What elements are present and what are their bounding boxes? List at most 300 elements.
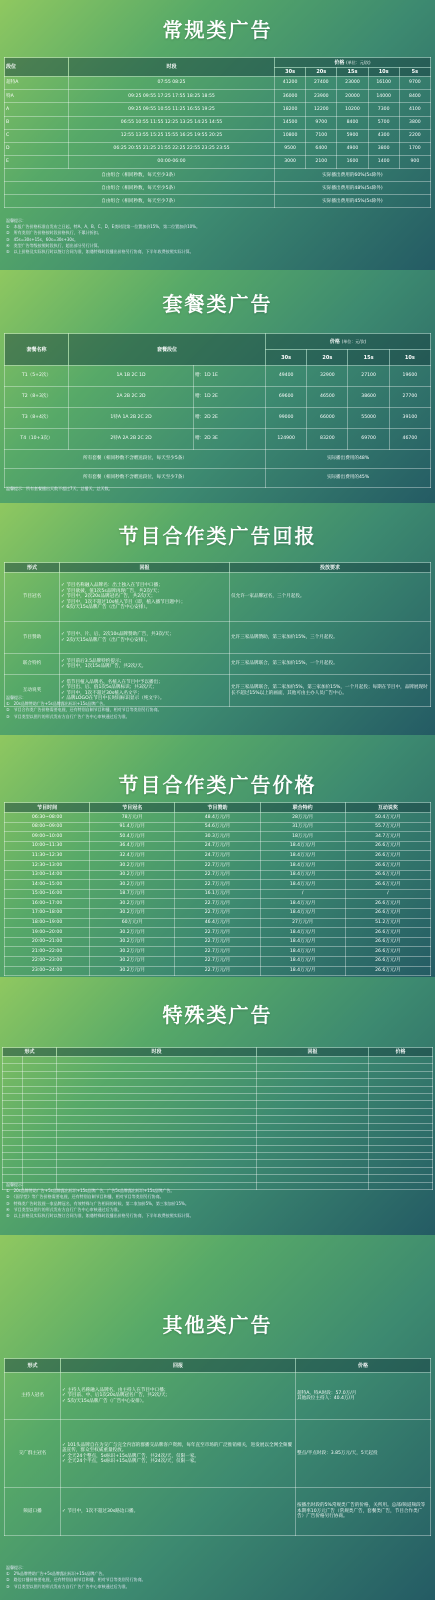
price-cell: 22.7万元/月 (175, 860, 260, 870)
cell (3, 1071, 23, 1078)
return-item: ✓ 全天24个半点，5s标识+15s品牌广告，共24次/天，仅限一家。 (62, 1459, 294, 1465)
note-line: 温馨提示：所有套餐播出天数不超过7天，总播天，总天数。 (6, 486, 113, 491)
price-cell: 18万元/月 (260, 832, 345, 842)
cell (23, 1108, 57, 1115)
package-bonus: 赠：2D 3E (194, 429, 266, 450)
note-line: ② 所有类别广告价格按时段价格执行，不累计折扣。 (6, 230, 102, 236)
cell (369, 1138, 433, 1145)
col-price: 价格 (单位：元/次) (266, 334, 431, 350)
cell (57, 1079, 257, 1086)
cell (257, 1079, 369, 1086)
table-row (3, 1101, 433, 1108)
note-line: ① 2%品牌赞助广告+5s品牌露出标识+15s品牌广告。 (6, 1571, 107, 1577)
time-cell: 22:00~23:00 (5, 956, 90, 966)
price-cell: 46.4万元/月 (175, 918, 260, 928)
cell (3, 1153, 23, 1160)
table-row (5, 573, 431, 622)
table-row (5, 956, 431, 966)
cell (3, 1130, 23, 1137)
price-cell: 54.6万元/月 (175, 822, 260, 832)
cell (23, 1167, 57, 1174)
table-row (3, 1079, 433, 1086)
price-cell: 18.4万元/月 (260, 880, 345, 890)
table-row (3, 1064, 433, 1071)
price-cell: / (345, 889, 430, 899)
table-row (3, 1160, 433, 1167)
tier-cell: D (5, 142, 69, 155)
cell (23, 1093, 57, 1100)
combo-discount: 实际播出费用的45% (266, 469, 431, 488)
section-program-prices (0, 735, 435, 977)
form-cell: 主持人冠名 (5, 1373, 61, 1420)
return-item: ✓ 节目欲披、值1次5s品牌再现广告，共2次/天； (61, 589, 228, 595)
combo-row (5, 169, 431, 182)
return-cell (61, 1420, 296, 1488)
price-cell: 30.2万元/月 (90, 937, 175, 947)
return-cell (60, 573, 230, 622)
combo-label: 自由组合（相同秒数，每天至少5条） (5, 182, 275, 195)
cell (3, 1116, 23, 1123)
cell (23, 1086, 57, 1093)
price-cell: 18200 (275, 103, 306, 116)
price-cell: 1600 (337, 156, 368, 169)
table-row (3, 1093, 433, 1100)
cell (57, 1123, 257, 1130)
price-cell: 2100 (306, 156, 337, 169)
price-cell: 3000 (275, 156, 306, 169)
price-cell: 3800 (368, 142, 399, 155)
slot-cell: 06:55 10:55 11:55 12:25 13:25 14:25 14:55 (69, 116, 275, 129)
price-cell: 30.2万元/月 (90, 899, 175, 909)
cell (23, 1123, 57, 1130)
notes (6, 218, 429, 255)
slot-cell: 00:00-06:00 (69, 156, 275, 169)
price-cell: 50.4万元/月 (345, 813, 430, 823)
price-cell: 38600 (348, 387, 389, 408)
price-cell: 整点/半点时段：3.85万元/天，5天起投 (296, 1420, 431, 1488)
price-cell: 30.2万元/月 (90, 860, 175, 870)
price-cell: 30.2万元/月 (90, 908, 175, 918)
cell (57, 1057, 257, 1064)
section-program-returns (0, 503, 435, 735)
time-cell: 17:00~18:00 (5, 908, 90, 918)
package-bonus: 赠：2D 2E (194, 408, 266, 429)
price-cell: 7100 (306, 129, 337, 142)
price-cell: 18.4万元/月 (260, 870, 345, 880)
tier-cell: C (5, 129, 69, 142)
cell (257, 1116, 369, 1123)
program-prices-table (4, 802, 431, 976)
price-cell: 23900 (306, 90, 337, 103)
note-line: ③ 45s=30s+15s，60s=30s+30s。 (6, 236, 79, 242)
time-cell: 12:30~13:00 (5, 860, 90, 870)
table-row (5, 880, 431, 890)
column-header: 投放要求 (230, 563, 431, 573)
price-cell: 18.4万元/月 (260, 947, 345, 957)
price-cell: 24.7万元/月 (175, 841, 260, 851)
cell (23, 1064, 57, 1071)
price-cell: 1400 (368, 156, 399, 169)
form-cell: 交广群主冠名 (5, 1420, 61, 1488)
price-cell: 22.7万元/月 (175, 937, 260, 947)
time-cell: 21:00~22:00 (5, 947, 90, 957)
cell (257, 1071, 369, 1078)
price-cell: 4300 (368, 129, 399, 142)
price-cell: 26.6万元/月 (345, 899, 430, 909)
price-cell: 26.6万元/月 (345, 956, 430, 966)
form-cell: 联合特约 (5, 654, 60, 675)
price-cell: 78万元/月 (90, 813, 175, 823)
price-cell: 22.7万元/月 (175, 966, 260, 976)
slot-cell: 12:55 13:55 15:25 15:55 16:25 19:55 20:25 (69, 129, 275, 142)
combo-discount: 实际播出费用的60%(5s除外) (275, 169, 431, 182)
combo-row (5, 182, 431, 195)
cell (369, 1064, 433, 1071)
col-price: 价格 (单位：元/次) (275, 58, 431, 68)
other-ads-table (4, 1358, 431, 1536)
price-cell: 7300 (368, 103, 399, 116)
package-name: T2（8+3次） (5, 387, 69, 408)
price-cell: 50.4万元/月 (90, 832, 175, 842)
price-cell: 超特A、特A时段：57.0万/月 其他段位主持人：40.4万/月 (296, 1373, 431, 1420)
return-cell (60, 654, 230, 675)
cell (23, 1138, 57, 1145)
cell (23, 1130, 57, 1137)
price-cell: 22.7万元/月 (175, 928, 260, 938)
form-cell: 频道口播 (5, 1488, 61, 1536)
cell (57, 1116, 257, 1123)
note-line: ② 《国学堂》等广告价格需要电视，还有特别自制节目和播，相对节目等类别另行协商。 (6, 1194, 164, 1200)
time-cell: 14:00~15:00 (5, 880, 90, 890)
price-cell: 34.7万元/月 (345, 832, 430, 842)
price-cell: 30.2万元/月 (90, 928, 175, 938)
table-row (5, 822, 431, 832)
cell (369, 1086, 433, 1093)
section-title: 其他类广告 (162, 1313, 273, 1337)
price-cell: 36.4万元/月 (90, 841, 175, 851)
notes (6, 486, 429, 492)
price-cell: 26.6万元/月 (345, 870, 430, 880)
table-row (3, 1116, 433, 1123)
combo-row (5, 469, 431, 488)
package-slots: 1A 1B 2C 1D (69, 366, 194, 387)
price-cell: 19600 (389, 366, 430, 387)
price-cell: 31万元/月 (260, 822, 345, 832)
cell (23, 1079, 57, 1086)
column-header: 节目赞助 (175, 803, 260, 813)
price-cell: 91.4万元/月 (90, 822, 175, 832)
price-cell: 18.4万元/月 (260, 851, 345, 861)
return-item: ✓ 5次/天15s品牌广告（广告中心安排）。 (62, 1399, 294, 1405)
price-cell: 24.7万元/月 (175, 851, 260, 861)
col-slot: 时段 (57, 1048, 257, 1057)
cell (3, 1064, 23, 1071)
price-cell: 8400 (337, 116, 368, 129)
price-cell: 900 (399, 156, 430, 169)
column-header: 价格 (296, 1359, 431, 1373)
requirement-cell: 允许三家品牌赞助，第三家加价15%，三个月起投。 (230, 622, 431, 654)
price-cell: 18.4万元/月 (260, 860, 345, 870)
table-row (5, 156, 431, 169)
col-package: 套餐名称 (5, 334, 69, 366)
tier-cell: A (5, 103, 69, 116)
table-row (3, 1167, 433, 1174)
return-item: ✓ 节目名称融入品牌名：出土独入在节目中口播； (61, 583, 228, 589)
table-row (5, 937, 431, 947)
cell (57, 1138, 257, 1145)
price-cell: 9700 (306, 116, 337, 129)
price-cell: 20000 (337, 90, 368, 103)
section-title: 节目合作类广告回报 (118, 524, 317, 548)
col-slot: 时段 (69, 58, 275, 77)
cell (3, 1145, 23, 1152)
table-row (5, 366, 431, 387)
cell (369, 1160, 433, 1167)
cell (23, 1153, 57, 1160)
col-form: 形式 (3, 1048, 57, 1057)
table-row (5, 1373, 431, 1420)
section-regular-ads (0, 0, 435, 270)
cell (57, 1153, 257, 1160)
price-cell: 30.2万元/月 (90, 966, 175, 976)
price-cell: 18.4万元/月 (260, 928, 345, 938)
price-cell: 55000 (348, 408, 389, 429)
price-cell: 66000 (307, 408, 348, 429)
time-cell: 11:30~12:30 (5, 851, 90, 861)
time-cell: 08:00~09:00 (5, 822, 90, 832)
cell (3, 1108, 23, 1115)
duration-header: 10s (368, 68, 399, 77)
price-cell: 16.1万元/月 (175, 889, 260, 899)
price-cell: 18.7万元/月 (90, 889, 175, 899)
note-line: ③ 节目类型以图片的形式发布方自行广告广告中心审核通过后为准。 (6, 713, 130, 719)
cell (57, 1064, 257, 1071)
form-cell: 节目赞助 (5, 622, 60, 654)
cell (3, 1101, 23, 1108)
cell (257, 1057, 369, 1064)
price-cell: 55.7万元/月 (345, 822, 430, 832)
time-cell: 15:00~16:00 (5, 889, 90, 899)
return-item: ✓ 2次/天15s品牌广告（出广告中心安排）。 (61, 638, 228, 644)
cell (257, 1086, 369, 1093)
cell (369, 1101, 433, 1108)
notes (6, 695, 429, 720)
cell (3, 1079, 23, 1086)
table-row (5, 103, 431, 116)
duration-header: 30s (266, 350, 307, 366)
duration-header: 20s (306, 68, 337, 77)
return-cell (60, 622, 230, 654)
duration-header: 5s (399, 68, 430, 77)
time-cell: 06:30~08:00 (5, 813, 90, 823)
column-header: 节目冠名 (90, 803, 175, 813)
package-bonus: 赠：1D 1E (194, 366, 266, 387)
requirement-cell: 允许三家品牌联合，第三家加价15%，一个月起投。 (230, 654, 431, 675)
price-cell: 18.4万元/月 (260, 899, 345, 909)
cell (369, 1057, 433, 1064)
table-row (5, 947, 431, 957)
price-cell: 14500 (275, 116, 306, 129)
form-cell: 节目冠名 (5, 573, 60, 622)
price-cell: 99000 (266, 408, 307, 429)
program-returns-table (4, 562, 431, 707)
cell (257, 1101, 369, 1108)
package-slots: 2A 2B 2C 2D (69, 387, 194, 408)
slot-cell: 09:25 09:55 10:55 11:25 16:55 19:25 (69, 103, 275, 116)
table-row (5, 1420, 431, 1488)
table-row (5, 851, 431, 861)
price-cell: / (260, 889, 345, 899)
cell (23, 1116, 57, 1123)
column-header: 形式 (5, 563, 60, 573)
return-item: ✓ 节目中，1次15s品牌广告，共2次/天。 (61, 664, 228, 670)
table-row (5, 387, 431, 408)
price-cell: 5900 (337, 129, 368, 142)
form-cell: 互动说奖 (5, 675, 60, 707)
requirement-cell: 允许三家品牌联合，第二家加价5%，第三家加价15%，一个月起投；每期在节目中，品牌展现时长不超过15%以上的画面，其他可由主办人员广告中心。 (230, 675, 431, 707)
return-item: ✓ 节目中，1次不超过30s路边口播。 (62, 1509, 294, 1515)
cell (369, 1167, 433, 1174)
table-row (5, 813, 431, 823)
table-row (3, 1057, 433, 1064)
price-cell: 22.7万元/月 (175, 880, 260, 890)
package-name: T1（5+2次） (5, 366, 69, 387)
cell (3, 1138, 23, 1145)
cell (369, 1130, 433, 1137)
cell (369, 1116, 433, 1123)
price-cell: 39100 (389, 408, 430, 429)
column-header: 联合特约 (260, 803, 345, 813)
table-row (3, 1108, 433, 1115)
price-cell: 18.4万元/月 (260, 908, 345, 918)
duration-header: 15s (348, 350, 389, 366)
price-cell: 26.6万元/月 (345, 880, 430, 890)
tier-cell: 超特A (5, 77, 69, 90)
price-cell: 1700 (399, 142, 430, 155)
price-cell: 26.6万元/月 (345, 966, 430, 976)
table-row (5, 1488, 431, 1536)
price-cell: 4100 (399, 103, 430, 116)
price-cell: 32900 (307, 366, 348, 387)
table-row (3, 1138, 433, 1145)
time-cell: 23:00~24:00 (5, 966, 90, 976)
table-row (5, 908, 431, 918)
note-line: ① 20s品牌赞助广告+5s品牌露出标识+15s品牌广告，广告5s品牌露出标识+15s品牌广告。 (6, 1188, 175, 1194)
cell (3, 1057, 23, 1064)
cell (257, 1093, 369, 1100)
price-cell: 按播出时段的5%常规类广告的价格，关所用。总部/频道频段等本期率10万元广告（常规类广告，套餐类广告，节目合作类广告）广告价格另行协商。 (296, 1488, 431, 1536)
regular-ads-table (4, 57, 431, 208)
price-cell: 26.6万元/月 (345, 851, 430, 861)
price-cell: 10200 (337, 103, 368, 116)
cell (23, 1071, 57, 1078)
return-item: ✓ 节目前、中、后1次20s品牌冠名广告，共2次/天； (62, 1393, 294, 1399)
price-cell: 3800 (399, 116, 430, 129)
price-cell: 32.4万元/月 (90, 851, 175, 861)
cell (57, 1086, 257, 1093)
note-line: ⑤ 以上价格及实际执行时以签订合同为准，如遇特殊时段播出价格另行协商，下半年收费按照实际计算。 (6, 248, 194, 254)
time-cell: 09:00~10:00 (5, 832, 90, 842)
table-row (3, 1086, 433, 1093)
table-row (5, 899, 431, 909)
price-cell: 46700 (389, 429, 430, 450)
column-header: 节目时间 (5, 803, 90, 813)
time-cell: 20:00~21:00 (5, 937, 90, 947)
cell (369, 1145, 433, 1152)
table-row (5, 90, 431, 103)
combo-row (5, 195, 431, 208)
column-header: 互动说奖 (345, 803, 430, 813)
cell (369, 1079, 433, 1086)
cell (257, 1160, 369, 1167)
cell (257, 1145, 369, 1152)
note-line: ① 本报广告价格标准自发布之日起，特A、A、B、C、D、E类时段第一位置加价15%，第二位置加价10%。 (6, 224, 200, 230)
slot-cell: 06:25 20:55 21:25 21:55 22:25 22:55 23:25 23:55 (69, 142, 275, 155)
return-item: ✓ 6次/天15s品牌广告（出广告中心安排）。 (61, 605, 228, 611)
price-cell: 26.6万元/月 (345, 908, 430, 918)
note-line: 温馨提示： (6, 695, 26, 700)
cell (3, 1167, 23, 1174)
col-slots: 套餐段位 (69, 334, 266, 366)
return-item: ✓ 节目中，1次不超过30s植入名文字； (61, 691, 228, 697)
price-cell: 30.2万元/月 (90, 947, 175, 957)
section-title: 套餐类广告 (162, 292, 273, 316)
price-cell: 6400 (306, 142, 337, 155)
cell (369, 1108, 433, 1115)
price-cell: 30.2万元/月 (90, 880, 175, 890)
duration-header: 20s (307, 350, 348, 366)
cell (23, 1160, 57, 1167)
table-row (3, 1123, 433, 1130)
duration-header: 10s (389, 350, 430, 366)
note-line: ② 路边口播价格要电视，还有特别自制节目和播，相对节目等类别另行协商。 (6, 1577, 146, 1583)
time-cell: 18:00~19:00 (5, 918, 90, 928)
table-row (5, 429, 431, 450)
column-header: 形式 (5, 1359, 61, 1373)
table-row (5, 918, 431, 928)
cell (257, 1064, 369, 1071)
package-name: T3（8+4次） (5, 408, 69, 429)
price-cell: 22.7万元/月 (175, 908, 260, 918)
section-special-ads (0, 977, 435, 1235)
cell (23, 1057, 57, 1064)
return-item: ✓ 全天24个整点，5s标识+15s品牌广告，共24次/天，仅限一家。 (62, 1454, 294, 1460)
price-cell: 48.4万元/月 (175, 813, 260, 823)
price-cell: 36000 (275, 90, 306, 103)
cell (369, 1153, 433, 1160)
note-line: ⑤ 以上价格及实际执行时以签订合同为准，如遇特殊时段播出价格另行协商，下半年收费按照实际计算。 (6, 1212, 194, 1218)
price-cell: 22.7万元/月 (175, 899, 260, 909)
price-cell: 22.7万元/月 (175, 956, 260, 966)
col-tier: 段位 (5, 58, 69, 77)
table-row (5, 832, 431, 842)
price-cell: 51.2万元/月 (345, 918, 430, 928)
table-row (5, 77, 431, 90)
combo-row (5, 450, 431, 469)
table-row (3, 1130, 433, 1137)
section-title: 常规类广告 (162, 18, 273, 42)
cell (257, 1138, 369, 1145)
table-row (3, 1153, 433, 1160)
table-row (3, 1145, 433, 1152)
combo-discount: 实际播出费用的48%(5s除外) (275, 182, 431, 195)
cell (23, 1101, 57, 1108)
column-header: 回报 (60, 563, 230, 573)
cell (3, 1086, 23, 1093)
table-row (5, 860, 431, 870)
cell (57, 1130, 257, 1137)
return-item: ✓ 101头品牌自在为交广与完全内容的群播交品牌客户资源，每年直至市场的广泛推销相关，进发展以全网全频覆盖宣传，群众至权威重量投放。 (62, 1443, 294, 1454)
